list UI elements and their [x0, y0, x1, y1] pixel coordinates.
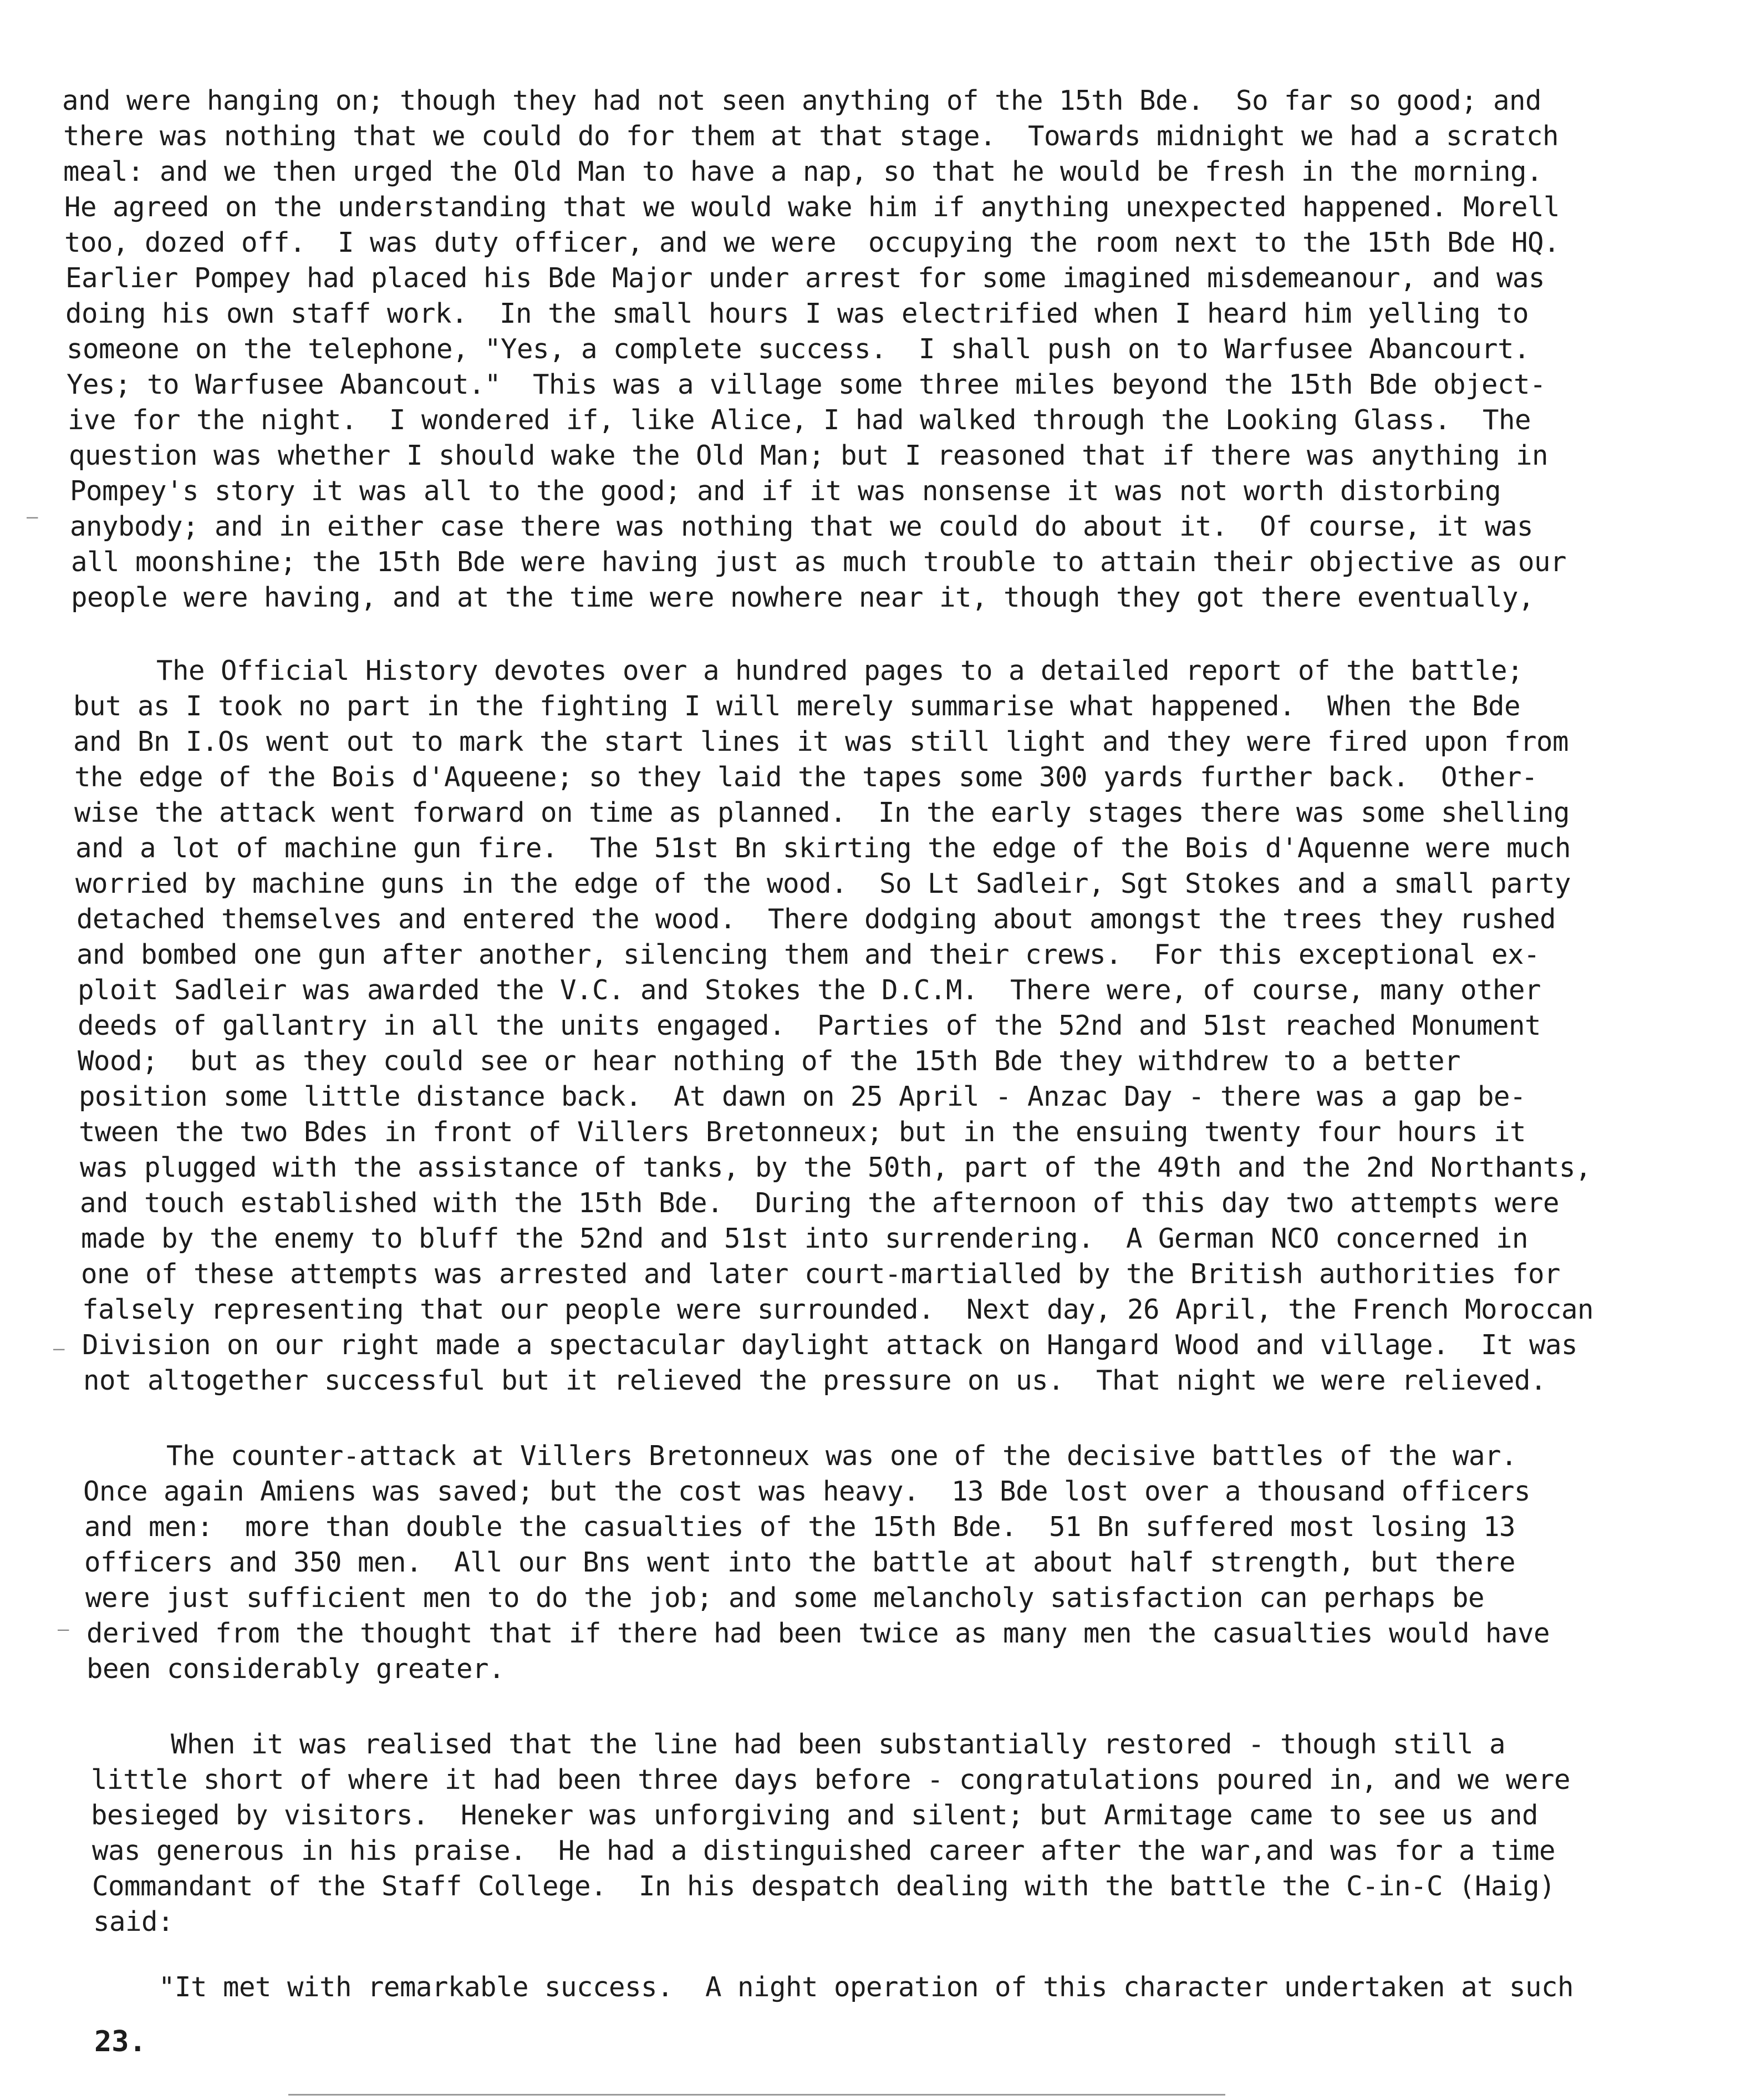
text-line: not altogether successful but it relieved the pressure on us. That night we were relieved. — [83, 1365, 1547, 1396]
bottom-rule — [288, 2094, 1225, 2096]
text-line: made by the enemy to bluff the 52nd and 51st into surrendering. A German NCO concerned in — [81, 1223, 1529, 1254]
text-line: derived from the thought that if there had been twice as many men the casualties would have — [86, 1618, 1550, 1649]
text-line: When it was realised that the line had been substantially restored - though still a — [171, 1728, 1506, 1760]
text-line: wise the attack went forward on time as planned. In the early stages there was some shelling — [74, 797, 1570, 828]
text-line: was plugged with the assistance of tanks, by the 50th, part of the 49th and the 2nd Northants, — [80, 1152, 1592, 1183]
text-line: someone on the telephone, "Yes, a complete success. I shall push on to Warfusee Abancourt. — [67, 333, 1530, 365]
text-line: The Official History devotes over a hundred pages to a detailed report of the battle; — [156, 655, 1524, 687]
text-line: ive for the night. I wondered if, like Alice, I had walked through the Looking Glass. The — [68, 404, 1531, 436]
text-line: Once again Amiens was saved; but the cost was heavy. 13 Bde lost over a thousand officers — [83, 1476, 1531, 1507]
text-line: meal: and we then urged the Old Man to have a nap, so that he would be fresh in the morning. — [63, 156, 1543, 187]
text-line: He agreed on the understanding that we would wake him if anything unexpected happened. Morell — [64, 191, 1560, 223]
text-line: and Bn I.Os went out to mark the start lines it was still light and they were fired upon from — [73, 726, 1569, 757]
page-number: 23. — [94, 2025, 146, 2058]
text-line: position some little distance back. At dawn on 25 April - Anzac Day - there was a gap be- — [79, 1081, 1526, 1112]
text-line: The counter-attack at Villers Bretonneux was one of the decisive battles of the war. — [166, 1440, 1517, 1472]
text-line: and a lot of machine gun fire. The 51st Bn skirting the edge of the Bois d'Aquenne were much — [75, 832, 1571, 864]
text-line: officers and 350 men. All our Bns went into the battle at about half strength, but there — [84, 1547, 1516, 1578]
text-line: the edge of the Bois d'Aqueene; so they laid the tapes some 300 yards further back. Other- — [74, 761, 1538, 793]
text-line: doing his own staff work. In the small hours I was electrified when I heard him yelling to — [65, 298, 1529, 329]
text-line: been considerably greater. — [86, 1653, 505, 1685]
text-line: too, dozed off. I was duty officer, and we were occupying the room next to the 15th Bde HQ. — [64, 227, 1560, 258]
text-line: and touch established with the 15th Bde. During the afternoon of this day two attempts were — [80, 1187, 1560, 1219]
text-line: deeds of gallantry in all the units engaged. Parties of the 52nd and 51st reached Monument — [78, 1010, 1541, 1041]
text-line: anybody; and in either case there was nothing that we could do about it. Of course, it was — [70, 511, 1534, 542]
margin-mark: – — [53, 1338, 65, 1360]
text-line: falsely representing that our people were surrounded. Next day, 26 April, the French Moroccan — [82, 1294, 1594, 1325]
margin-mark: – — [58, 1618, 69, 1640]
text-line: all moonshine; the 15th Bde were having just as much trouble to attain their objective as our — [71, 546, 1567, 578]
text-line: "It met with remarkable success. A night operation of this character undertaken at such — [159, 1971, 1574, 2003]
text-line: and were hanging on; though they had not seen anything of the 15th Bde. So far so good; and — [62, 85, 1542, 116]
text-line: tween the two Bdes in front of Villers Bretonneux; but in the ensuing twenty four hours it — [79, 1116, 1526, 1148]
text-line: ploit Sadleir was awarded the V.C. and Stokes the D.C.M. There were, of course, many other — [78, 974, 1541, 1006]
text-line: question was whether I should wake the Old Man; but I reasoned that if there was anything in — [69, 440, 1549, 471]
text-line: people were having, and at the time were nowhere near it, though they got there eventually, — [71, 582, 1535, 613]
text-line: Pompey's story it was all to the good; and if it was nonsense it was not worth distorbing — [70, 475, 1501, 507]
text-line: Division on our right made a spectacular daylight attack on Hangard Wood and village. It was — [82, 1329, 1578, 1361]
text-line: was generous in his praise. He had a distinguished career after the war,and was for a time — [92, 1835, 1556, 1867]
margin-mark: – — [27, 506, 38, 528]
text-line: one of these attempts was arrested and later court-martialled by the British authorities for — [81, 1258, 1561, 1290]
text-line: and men: more than double the casualties of the 15th Bde. 51 Bn suffered most losing 13 — [84, 1511, 1516, 1543]
text-line: little short of where it had been three days before - congratulations poured in, and we were — [91, 1764, 1571, 1796]
text-line: worried by machine guns in the edge of the wood. So Lt Sadleir, Sgt Stokes and a small party — [75, 868, 1571, 899]
text-line: Wood; but as they could see or hear nothing of the 15th Bde they withdrew to a better — [78, 1045, 1461, 1077]
text-line: Commandant of the Staff College. In his despatch dealing with the battle the C-in-C (Haig) — [92, 1870, 1556, 1902]
text-line: and bombed one gun after another, silencing them and their crews. For this exceptional ex- — [77, 939, 1540, 970]
text-line: but as I took no part in the fighting I will merely summarise what happened. When the Bde — [73, 690, 1521, 722]
text-line: detached themselves and entered the wood. There dodging about amongst the trees they rushed — [77, 903, 1556, 935]
text-line: Earlier Pompey had placed his Bde Major under arrest for some imagined misdemeanour, and was — [65, 262, 1545, 294]
text-line: besieged by visitors. Heneker was unforgiving and silent; but Armitage came to see us and — [91, 1799, 1539, 1831]
text-line: said: — [93, 1906, 174, 1938]
text-line: were just sufficient men to do the job; and some melancholy satisfaction can perhaps be — [85, 1582, 1485, 1614]
text-line: Yes; to Warfusee Abancout." This was a village some three miles beyond the 15th Bde object- — [67, 369, 1546, 400]
text-line: there was nothing that we could do for them at that stage. Towards midnight we had a scratch — [63, 120, 1559, 152]
